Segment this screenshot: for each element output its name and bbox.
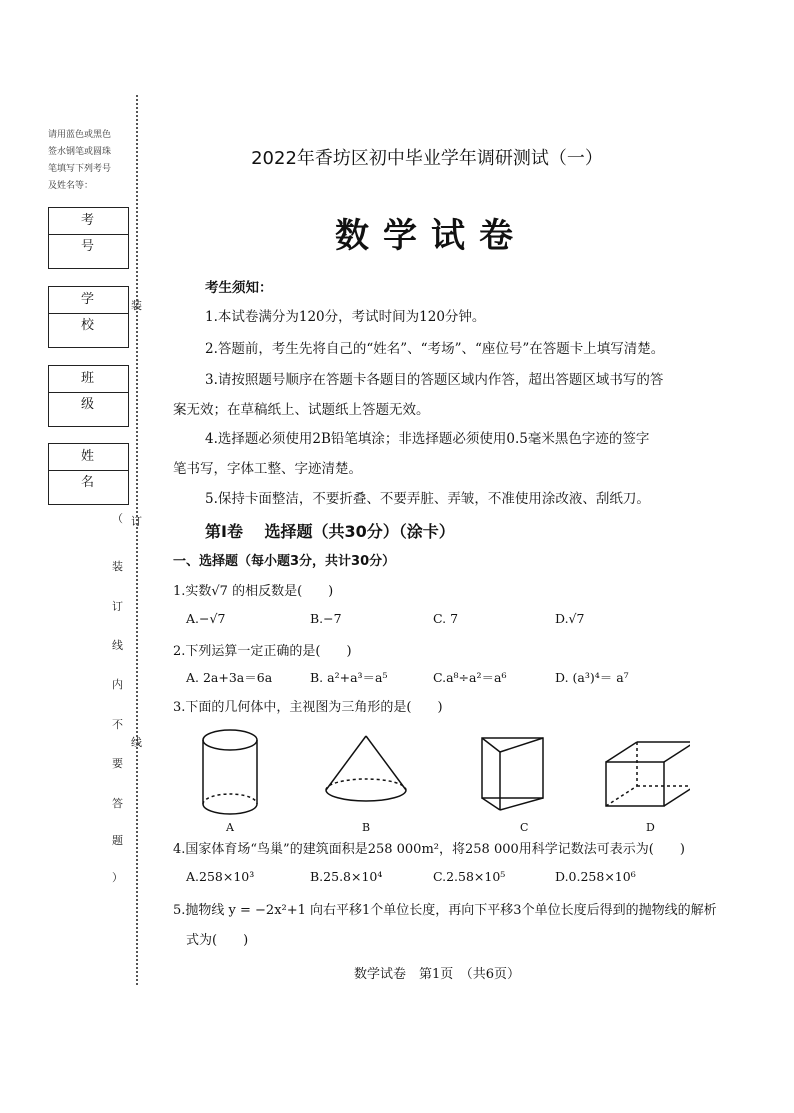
question-stem: 3.下面的几何体中，主视图为三角形的是( ) [173,700,443,715]
option[interactable]: C.2.58×10⁵ [433,869,506,884]
exam-title: 2022年香坊区初中毕业学年调研测试（一） [251,148,603,169]
question-stem: 5.抛物线 y = −2x²+1 向右平移1个单位长度，再向下平移3个单位长度后得到的抛物线的解析 [173,903,717,918]
binding-mark: 线 [131,736,142,749]
box-label: 姓 名 [49,444,128,471]
vertical-char: 内 [112,678,123,691]
class-box[interactable] [48,365,136,427]
notice-item: 3.请按照题号顺序在答题卡各题目的答题区域内作答，超出答题区域书写的答 [205,372,664,388]
shape-label: A [226,821,234,834]
option[interactable]: D.0.258×10⁶ [555,869,636,884]
vertical-char: ） [112,871,123,884]
vertical-char: （ [112,512,123,525]
shape-label: B [362,821,371,834]
note-line: 笔填写下列考号 [48,164,112,174]
binding-mark: 订 [131,515,142,528]
notice-item: 5.保持卡面整洁，不要折叠、不要弄脏、弄皱，不准使用涂改液、刮纸刀。 [205,491,650,507]
note-line: 请用蓝色或黑色 [48,130,112,140]
notice-item: 1.本试卷满分为120分，考试时间为120分钟。 [205,309,486,325]
question-stem: 4.国家体育场“鸟巢”的建筑面积是258 000m²，将258 000用科学记数法可表示为( ) [173,842,685,857]
option[interactable]: C.a⁸÷a²＝a⁶ [433,670,507,685]
option[interactable]: A.258×10³ [186,869,255,884]
shape-label: C [520,821,529,834]
binding-mark: 装 [131,299,142,312]
section-heading: 第Ⅰ卷 选择题（共30分）（涂卡） [205,522,455,541]
option[interactable]: A.−√7 [186,611,226,626]
note-line: 签水钢笔或圆珠 [48,147,112,157]
notice-item: 2.答题前，考生先将自己的“姓名”、“考场”、“座位号”在答题卡上填写清楚。 [205,341,665,357]
name-box[interactable] [48,443,136,505]
vertical-char: 题 [112,834,123,847]
cylinder-figure[interactable] [203,730,257,814]
option[interactable]: B. a²+a³＝a⁵ [310,670,388,685]
option[interactable]: D.√7 [555,611,585,626]
page-footer: 数学试卷 第1页 （共6页） [353,967,521,982]
option[interactable]: A. 2a+3a＝6a [186,670,273,685]
option[interactable]: D. (a³)⁴＝ a⁷ [555,670,629,685]
box-label: 考 号 [49,208,128,235]
notice-item: 4.选择题必须使用2B铅笔填涂；非选择题必须使用0.5毫米黑色字迹的签字 [205,431,650,447]
notice-heading: 考生须知： [205,280,273,296]
vertical-char: 要 [112,757,123,770]
question-stem-cont: 式为( ) [186,933,249,948]
part-heading: 一、选择题（每小题3分，共计30分） [173,554,396,569]
solid-figures [190,728,690,820]
prism-figure[interactable] [482,738,543,810]
box-label: 班 级 [49,366,128,393]
box-label: 学 校 [49,287,128,314]
question-stem: 2.下列运算一定正确的是( ) [173,644,352,659]
vertical-char: 答 [112,797,123,810]
subject-title: 数学试卷 [335,216,527,256]
option[interactable]: B.−7 [310,611,342,626]
vertical-char: 不 [112,718,123,731]
question-stem: 1.实数√7 的相反数是( ) [173,584,334,599]
shape-label: D [646,821,655,834]
notice-item: 案无效；在草稿纸上、试题纸上答题无效。 [173,402,430,418]
note-line: 及姓名等： [48,181,94,191]
notice-item: 笔书写，字体工整、字迹清楚。 [173,461,362,477]
vertical-char: 线 [112,639,123,652]
cone-figure[interactable] [326,736,406,801]
vertical-char: 装 [112,560,123,573]
option[interactable]: C. 7 [433,611,459,626]
school-box[interactable] [48,286,136,348]
cuboid-figure[interactable] [606,742,690,806]
vertical-char: 订 [112,600,123,613]
option[interactable]: B.25.8×10⁴ [310,869,383,884]
